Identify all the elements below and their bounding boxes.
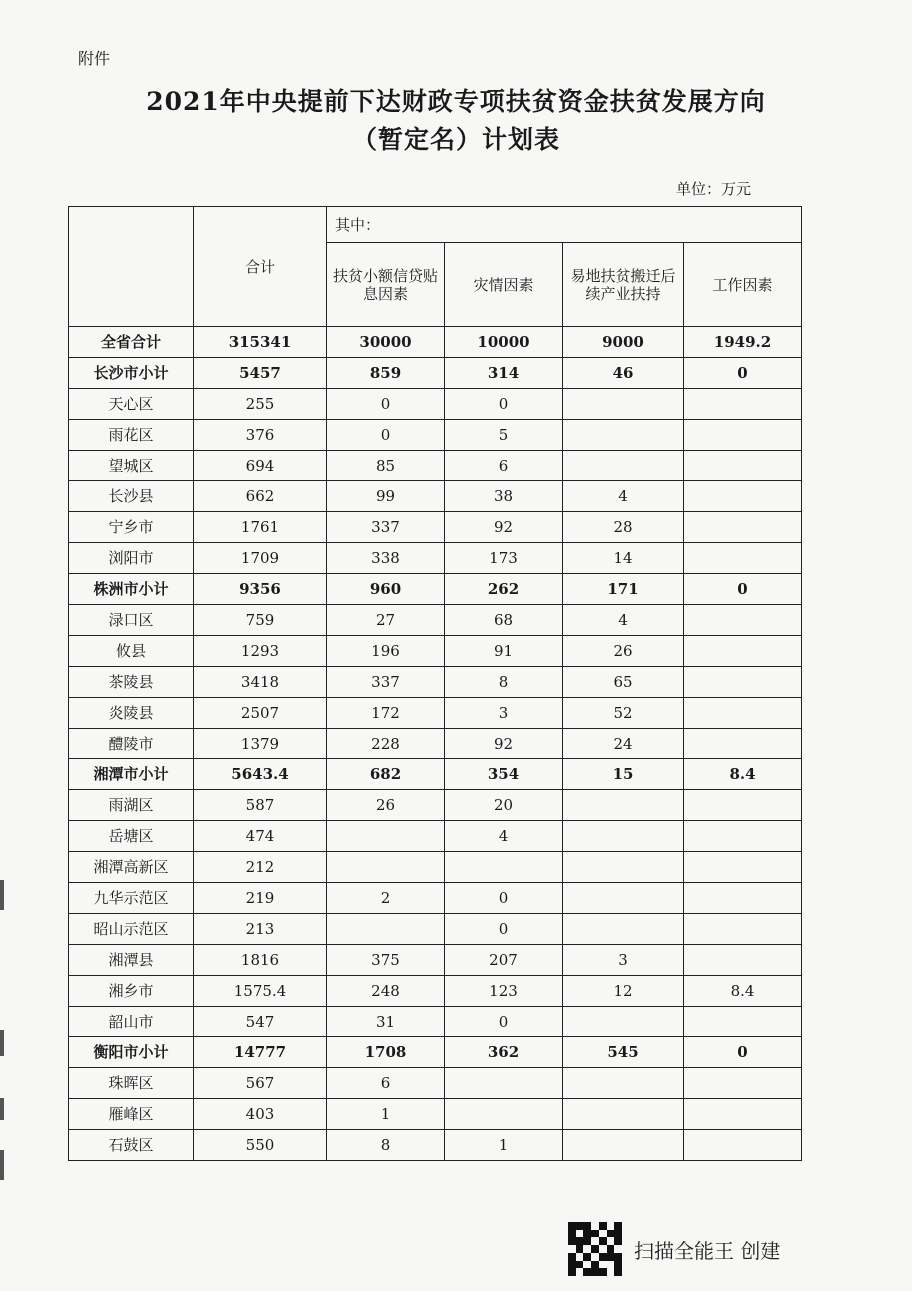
relocation-cell bbox=[563, 1068, 684, 1099]
region-name: 石鼓区 bbox=[69, 1130, 194, 1161]
region-name: 九华示范区 bbox=[69, 883, 194, 914]
total-cell: 403 bbox=[194, 1099, 327, 1130]
region-name: 醴陵市 bbox=[69, 728, 194, 759]
total-cell: 5643.4 bbox=[194, 759, 327, 790]
relocation-cell: 171 bbox=[563, 574, 684, 605]
loan-interest-cell: 682 bbox=[327, 759, 445, 790]
relocation-cell: 65 bbox=[563, 666, 684, 697]
disaster-cell: 123 bbox=[445, 975, 563, 1006]
loan-interest-cell bbox=[327, 913, 445, 944]
disaster-cell: 92 bbox=[445, 512, 563, 543]
work-cell: 8.4 bbox=[684, 759, 802, 790]
region-name: 炎陵县 bbox=[69, 697, 194, 728]
total-cell: 2507 bbox=[194, 697, 327, 728]
subtotal-row bbox=[69, 327, 802, 358]
loan-interest-cell bbox=[327, 852, 445, 883]
loan-interest-cell: 1708 bbox=[327, 1037, 445, 1068]
disaster-cell: 68 bbox=[445, 605, 563, 636]
disaster-cell: 91 bbox=[445, 635, 563, 666]
total-cell: 547 bbox=[194, 1006, 327, 1037]
total-cell: 213 bbox=[194, 913, 327, 944]
region-name: 浏阳市 bbox=[69, 543, 194, 574]
relocation-cell bbox=[563, 790, 684, 821]
work-cell bbox=[684, 1006, 802, 1037]
loan-interest-cell: 30000 bbox=[327, 327, 445, 358]
disaster-cell: 10000 bbox=[445, 327, 563, 358]
work-cell bbox=[684, 944, 802, 975]
total-cell: 219 bbox=[194, 883, 327, 914]
work-cell bbox=[684, 605, 802, 636]
disaster-cell: 1 bbox=[445, 1130, 563, 1161]
total-cell: 1379 bbox=[194, 728, 327, 759]
relocation-cell bbox=[563, 852, 684, 883]
subtotal-row bbox=[69, 574, 802, 605]
region-name: 茶陵县 bbox=[69, 666, 194, 697]
table-row bbox=[69, 512, 802, 543]
region-name: 雁峰区 bbox=[69, 1099, 194, 1130]
relocation-cell bbox=[563, 1006, 684, 1037]
loan-interest-cell: 8 bbox=[327, 1130, 445, 1161]
loan-interest-cell: 248 bbox=[327, 975, 445, 1006]
total-cell: 376 bbox=[194, 419, 327, 450]
table-row bbox=[69, 1068, 802, 1099]
relocation-cell bbox=[563, 821, 684, 852]
region-name: 衡阳市小计 bbox=[69, 1037, 194, 1068]
disaster-cell: 207 bbox=[445, 944, 563, 975]
total-cell: 9356 bbox=[194, 574, 327, 605]
disaster-cell: 6 bbox=[445, 450, 563, 481]
header-work: 工作因素 bbox=[684, 243, 802, 327]
region-name: 韶山市 bbox=[69, 1006, 194, 1037]
header-disaster: 灾情因素 bbox=[445, 243, 563, 327]
total-cell: 212 bbox=[194, 852, 327, 883]
work-cell bbox=[684, 852, 802, 883]
scan-edge-mark bbox=[0, 1030, 4, 1056]
loan-interest-cell: 2 bbox=[327, 883, 445, 914]
loan-interest-cell: 338 bbox=[327, 543, 445, 574]
total-cell: 255 bbox=[194, 388, 327, 419]
disaster-cell: 5 bbox=[445, 419, 563, 450]
header-relocation: 易地扶贫搬迁后续产业扶持 bbox=[563, 243, 684, 327]
relocation-cell bbox=[563, 1099, 684, 1130]
table-row bbox=[69, 481, 802, 512]
loan-interest-cell: 337 bbox=[327, 512, 445, 543]
table-row bbox=[69, 944, 802, 975]
loan-interest-cell: 375 bbox=[327, 944, 445, 975]
work-cell bbox=[684, 1099, 802, 1130]
total-cell: 1761 bbox=[194, 512, 327, 543]
attachment-label: 附件 bbox=[78, 49, 111, 68]
table-row bbox=[69, 605, 802, 636]
total-cell: 474 bbox=[194, 821, 327, 852]
relocation-cell bbox=[563, 883, 684, 914]
relocation-cell: 545 bbox=[563, 1037, 684, 1068]
work-cell bbox=[684, 635, 802, 666]
loan-interest-cell: 6 bbox=[327, 1068, 445, 1099]
subtotal-row bbox=[69, 357, 802, 388]
qr-code-icon bbox=[568, 1222, 622, 1276]
table-row bbox=[69, 821, 802, 852]
header-of-which: 其中： bbox=[327, 207, 802, 243]
page-subtitle: （暂定名）计划表 bbox=[351, 125, 560, 154]
table-row bbox=[69, 450, 802, 481]
table-row bbox=[69, 975, 802, 1006]
total-cell: 1709 bbox=[194, 543, 327, 574]
table-row bbox=[69, 666, 802, 697]
relocation-cell: 4 bbox=[563, 481, 684, 512]
page-title: 2021年中央提前下达财政专项扶贫资金扶贫发展方向 bbox=[146, 87, 766, 116]
disaster-cell: 3 bbox=[445, 697, 563, 728]
work-cell bbox=[684, 1130, 802, 1161]
table-row bbox=[69, 913, 802, 944]
loan-interest-cell: 960 bbox=[327, 574, 445, 605]
table-row bbox=[69, 1006, 802, 1037]
loan-interest-cell: 0 bbox=[327, 419, 445, 450]
relocation-cell: 26 bbox=[563, 635, 684, 666]
total-cell: 1575.4 bbox=[194, 975, 327, 1006]
loan-interest-cell: 26 bbox=[327, 790, 445, 821]
region-name: 长沙市小计 bbox=[69, 357, 194, 388]
relocation-cell: 9000 bbox=[563, 327, 684, 358]
scan-edge-mark bbox=[0, 880, 4, 910]
disaster-cell: 92 bbox=[445, 728, 563, 759]
disaster-cell: 8 bbox=[445, 666, 563, 697]
scan-edge-mark bbox=[0, 1150, 4, 1180]
total-cell: 759 bbox=[194, 605, 327, 636]
relocation-cell bbox=[563, 913, 684, 944]
relocation-cell: 28 bbox=[563, 512, 684, 543]
work-cell bbox=[684, 821, 802, 852]
total-cell: 1293 bbox=[194, 635, 327, 666]
region-name: 湘潭县 bbox=[69, 944, 194, 975]
total-cell: 662 bbox=[194, 481, 327, 512]
loan-interest-cell: 337 bbox=[327, 666, 445, 697]
region-name: 株洲市小计 bbox=[69, 574, 194, 605]
table-row bbox=[69, 635, 802, 666]
loan-interest-cell: 85 bbox=[327, 450, 445, 481]
scanner-text: 扫描全能王 创建 bbox=[634, 1238, 781, 1263]
region-name: 雨花区 bbox=[69, 419, 194, 450]
table-row bbox=[69, 790, 802, 821]
plan-table bbox=[68, 206, 802, 1161]
loan-interest-cell: 228 bbox=[327, 728, 445, 759]
total-cell: 567 bbox=[194, 1068, 327, 1099]
relocation-cell: 15 bbox=[563, 759, 684, 790]
work-cell bbox=[684, 450, 802, 481]
table-row bbox=[69, 543, 802, 574]
loan-interest-cell: 859 bbox=[327, 357, 445, 388]
relocation-cell: 24 bbox=[563, 728, 684, 759]
total-cell: 550 bbox=[194, 1130, 327, 1161]
region-name: 宁乡市 bbox=[69, 512, 194, 543]
disaster-cell: 0 bbox=[445, 1006, 563, 1037]
disaster-cell: 20 bbox=[445, 790, 563, 821]
work-cell bbox=[684, 666, 802, 697]
region-name: 昭山示范区 bbox=[69, 913, 194, 944]
table-row bbox=[69, 419, 802, 450]
relocation-cell bbox=[563, 419, 684, 450]
table-row bbox=[69, 697, 802, 728]
work-cell bbox=[684, 883, 802, 914]
table-row bbox=[69, 883, 802, 914]
region-name: 湘潭高新区 bbox=[69, 852, 194, 883]
work-cell bbox=[684, 790, 802, 821]
unit-label: 单位：万元 bbox=[676, 180, 752, 198]
relocation-cell bbox=[563, 388, 684, 419]
work-cell bbox=[684, 419, 802, 450]
relocation-cell: 12 bbox=[563, 975, 684, 1006]
region-name: 天心区 bbox=[69, 388, 194, 419]
disaster-cell: 0 bbox=[445, 388, 563, 419]
scanner-watermark bbox=[568, 1222, 780, 1276]
loan-interest-cell: 31 bbox=[327, 1006, 445, 1037]
work-cell bbox=[684, 388, 802, 419]
disaster-cell bbox=[445, 852, 563, 883]
work-cell bbox=[684, 481, 802, 512]
disaster-cell bbox=[445, 1068, 563, 1099]
table-row bbox=[69, 1130, 802, 1161]
region-name: 攸县 bbox=[69, 635, 194, 666]
region-name: 雨湖区 bbox=[69, 790, 194, 821]
disaster-cell: 354 bbox=[445, 759, 563, 790]
region-name: 渌口区 bbox=[69, 605, 194, 636]
relocation-cell: 46 bbox=[563, 357, 684, 388]
region-name: 长沙县 bbox=[69, 481, 194, 512]
disaster-cell: 314 bbox=[445, 357, 563, 388]
loan-interest-cell: 27 bbox=[327, 605, 445, 636]
table-row bbox=[69, 388, 802, 419]
region-name: 岳塘区 bbox=[69, 821, 194, 852]
total-cell: 694 bbox=[194, 450, 327, 481]
total-cell: 1816 bbox=[194, 944, 327, 975]
relocation-cell: 14 bbox=[563, 543, 684, 574]
work-cell: 1949.2 bbox=[684, 327, 802, 358]
region-name: 湘乡市 bbox=[69, 975, 194, 1006]
relocation-cell: 52 bbox=[563, 697, 684, 728]
total-cell: 315341 bbox=[194, 327, 327, 358]
work-cell: 0 bbox=[684, 357, 802, 388]
disaster-cell bbox=[445, 1099, 563, 1130]
work-cell bbox=[684, 728, 802, 759]
table-row bbox=[69, 728, 802, 759]
disaster-cell: 173 bbox=[445, 543, 563, 574]
subtotal-row bbox=[69, 759, 802, 790]
loan-interest-cell: 196 bbox=[327, 635, 445, 666]
work-cell bbox=[684, 913, 802, 944]
header-total: 合计 bbox=[194, 207, 327, 327]
work-cell bbox=[684, 697, 802, 728]
total-cell: 587 bbox=[194, 790, 327, 821]
relocation-cell bbox=[563, 450, 684, 481]
work-cell: 0 bbox=[684, 1037, 802, 1068]
table-row bbox=[69, 852, 802, 883]
total-cell: 3418 bbox=[194, 666, 327, 697]
loan-interest-cell bbox=[327, 821, 445, 852]
loan-interest-cell: 172 bbox=[327, 697, 445, 728]
region-name: 湘潭市小计 bbox=[69, 759, 194, 790]
disaster-cell: 0 bbox=[445, 913, 563, 944]
header-loan-interest: 扶贫小额信贷贴息因素 bbox=[327, 243, 445, 327]
relocation-cell: 4 bbox=[563, 605, 684, 636]
region-name: 望城区 bbox=[69, 450, 194, 481]
disaster-cell: 0 bbox=[445, 883, 563, 914]
loan-interest-cell: 0 bbox=[327, 388, 445, 419]
relocation-cell bbox=[563, 1130, 684, 1161]
table-row bbox=[69, 1099, 802, 1130]
work-cell: 8.4 bbox=[684, 975, 802, 1006]
total-cell: 14777 bbox=[194, 1037, 327, 1068]
disaster-cell: 262 bbox=[445, 574, 563, 605]
relocation-cell: 3 bbox=[563, 944, 684, 975]
work-cell bbox=[684, 512, 802, 543]
total-cell: 5457 bbox=[194, 357, 327, 388]
region-name: 珠晖区 bbox=[69, 1068, 194, 1099]
loan-interest-cell: 99 bbox=[327, 481, 445, 512]
scan-edge-mark bbox=[0, 1098, 4, 1120]
disaster-cell: 38 bbox=[445, 481, 563, 512]
work-cell: 0 bbox=[684, 574, 802, 605]
loan-interest-cell: 1 bbox=[327, 1099, 445, 1130]
region-name: 全省合计 bbox=[69, 327, 194, 358]
work-cell bbox=[684, 1068, 802, 1099]
disaster-cell: 362 bbox=[445, 1037, 563, 1068]
work-cell bbox=[684, 543, 802, 574]
subtotal-row bbox=[69, 1037, 802, 1068]
header-blank-cell bbox=[69, 207, 194, 327]
disaster-cell: 4 bbox=[445, 821, 563, 852]
